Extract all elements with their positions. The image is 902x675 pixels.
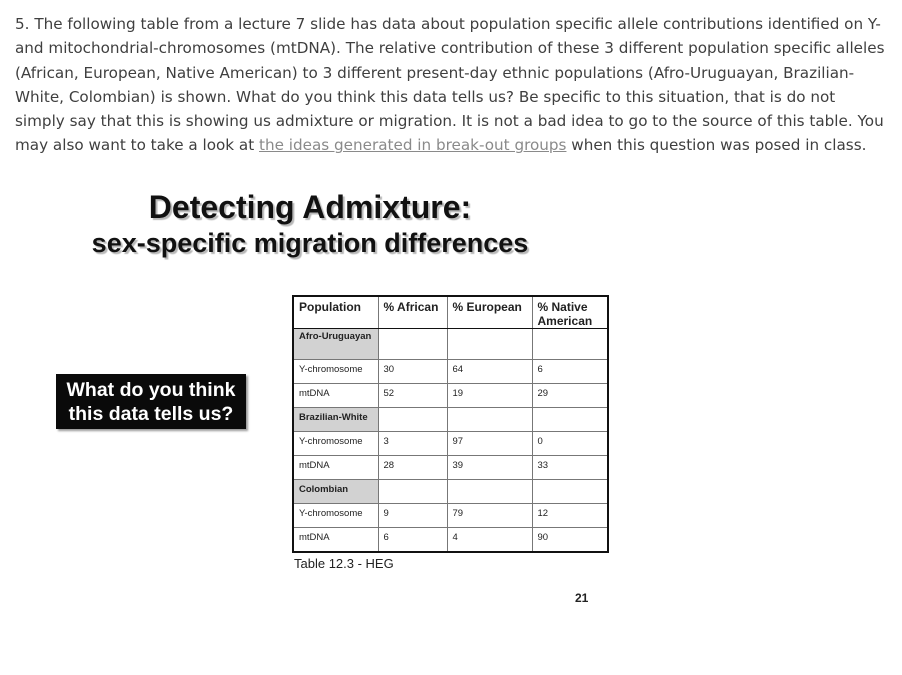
marker-cell: mtDNA [293, 528, 378, 552]
european-cell: 4 [447, 528, 532, 552]
native-american-cell: 33 [532, 456, 608, 480]
marker-cell: Y-chromosome [293, 432, 378, 456]
header-european: % European [447, 296, 532, 329]
question-text [15, 12, 885, 158]
header-population: Population [293, 296, 378, 329]
header-native-american: % Native American [532, 296, 608, 329]
table-caption: Table 12.3 - HEG [294, 556, 394, 571]
callout-line-1: What do you think [66, 378, 236, 401]
african-cell: 9 [378, 504, 447, 528]
question-text-start: 5. The following table from a lecture 7 slide has data about population specific allele contributions identified on Y- and mitochondrial-chromosomes (mtDNA). The relative contribution of these 3 different population specific alleles (African, European, Native American) to 3 different present-day ethnic populations (Afro-Uruguayan, Brazilian-White, Colombian) is shown. What do you think this data tells us? Be specific to this situation, that is do not simply say that this is showing us admixture or migration. It is not a bad idea to go to the source of this table. You may also want to take a look at [15, 15, 885, 155]
group-row-colombian [293, 480, 608, 504]
slide-title-line-1: Detecting Admixture: [148, 189, 472, 225]
african-cell: 28 [378, 456, 447, 480]
table-row [293, 456, 608, 480]
european-cell: 39 [447, 456, 532, 480]
table-row [293, 528, 608, 552]
european-cell: 97 [447, 432, 532, 456]
callout-line-2: this data tells us? [68, 402, 234, 425]
callout-box [56, 374, 246, 429]
native-american-cell: 29 [532, 384, 608, 408]
slide-title-line-2: sex-specific migration differences [91, 228, 529, 258]
table-row [293, 504, 608, 528]
slide-page-number: 21 [575, 591, 589, 605]
marker-cell: Y-chromosome [293, 360, 378, 384]
header-african: % African [378, 296, 447, 329]
native-american-cell: 90 [532, 528, 608, 552]
table-header-row [293, 296, 608, 329]
group-row-brazilian-white [293, 408, 608, 432]
marker-cell: mtDNA [293, 384, 378, 408]
native-american-cell: 0 [532, 432, 608, 456]
european-cell: 79 [447, 504, 532, 528]
native-american-cell: 6 [532, 360, 608, 384]
table-row [293, 360, 608, 384]
african-cell: 52 [378, 384, 447, 408]
african-cell: 6 [378, 528, 447, 552]
table-row [293, 432, 608, 456]
african-cell: 30 [378, 360, 447, 384]
group-label: Colombian [293, 480, 378, 504]
slide-title [60, 188, 560, 260]
european-cell: 64 [447, 360, 532, 384]
marker-cell: Y-chromosome [293, 504, 378, 528]
question-text-end: when this question was posed in class. [566, 136, 867, 155]
group-label: Brazilian-White [293, 408, 378, 432]
allele-contribution-table [292, 295, 609, 553]
marker-cell: mtDNA [293, 456, 378, 480]
group-label: Afro-Uruguayan [293, 329, 378, 360]
group-row-afro-uruguayan [293, 329, 608, 360]
african-cell: 3 [378, 432, 447, 456]
native-american-cell: 12 [532, 504, 608, 528]
european-cell: 19 [447, 384, 532, 408]
break-out-groups-link[interactable]: the ideas generated in break-out groups [259, 136, 567, 155]
table-row [293, 384, 608, 408]
